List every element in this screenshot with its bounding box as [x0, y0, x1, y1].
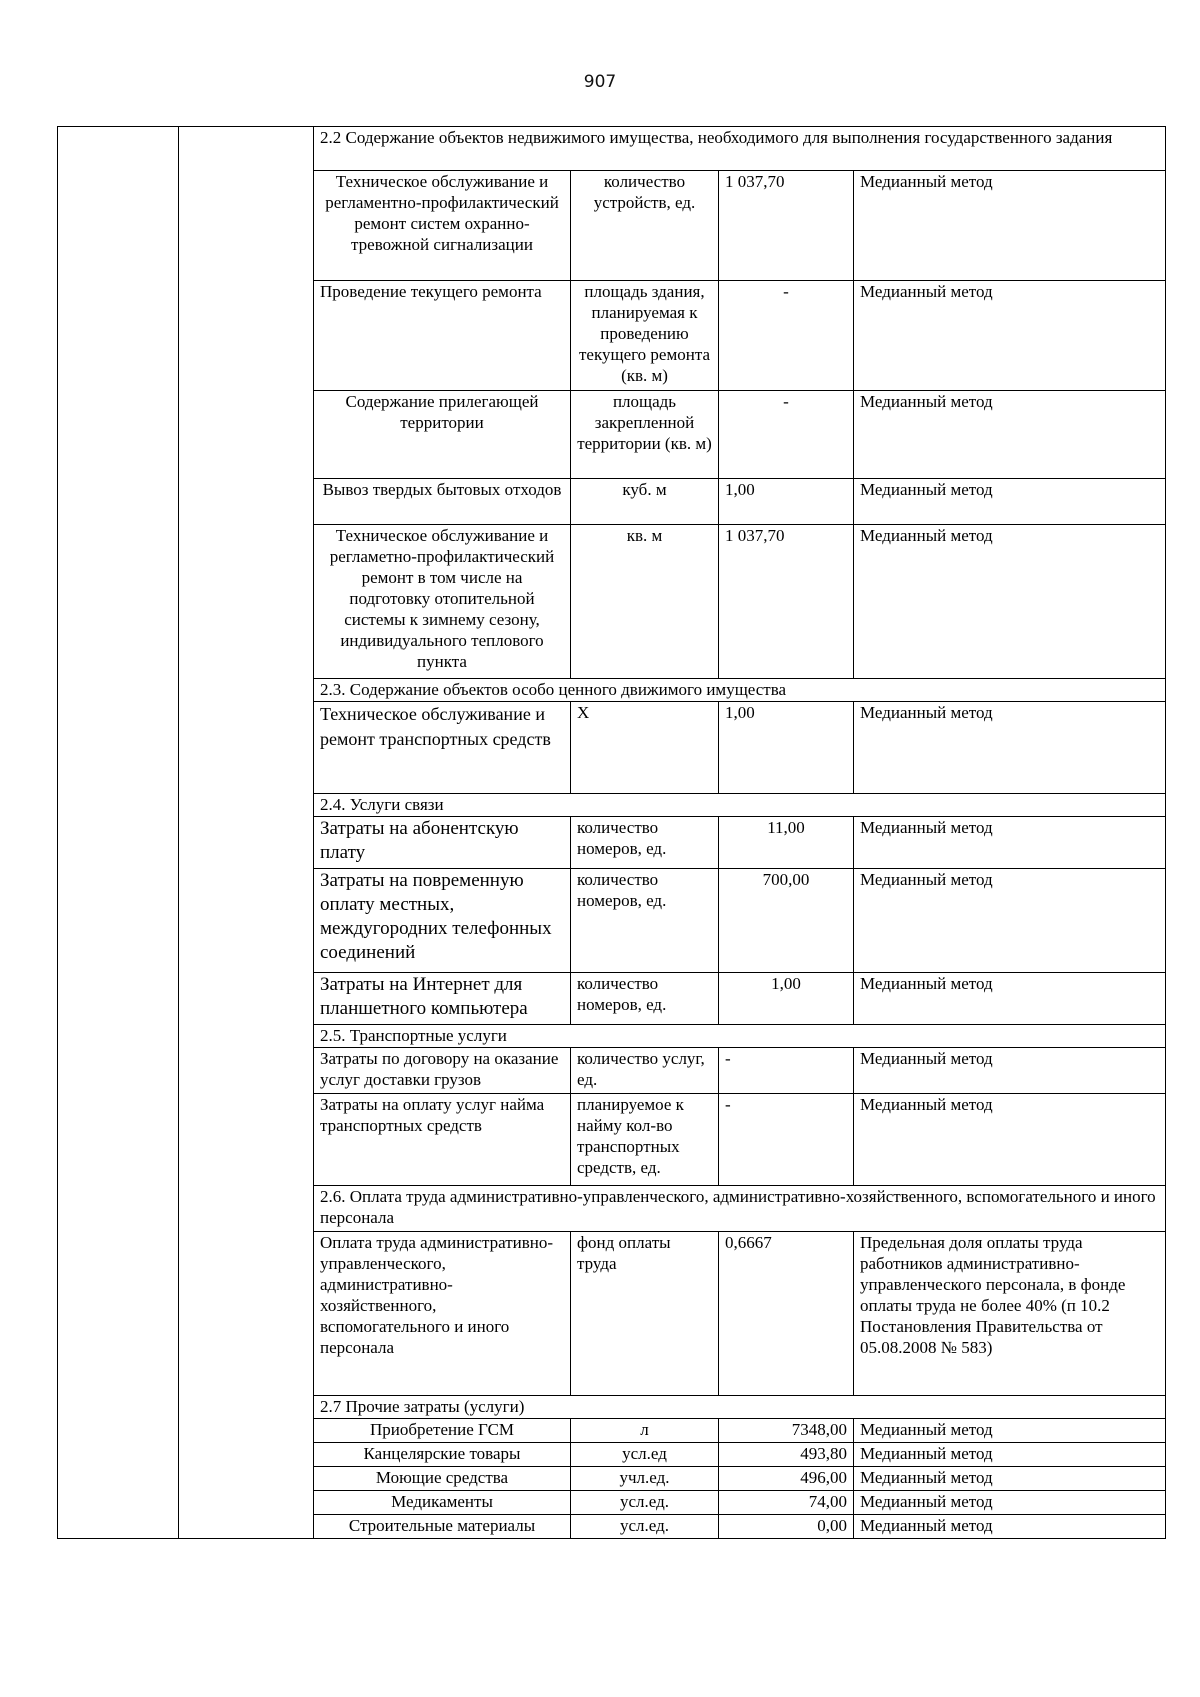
item-unit: площадь здания, планируемая к проведению текущего ремонта (кв. м)	[571, 281, 719, 391]
item-unit: кв. м	[571, 525, 719, 679]
item-unit: количество номеров, ед.	[571, 973, 719, 1025]
item-unit: количество услуг, ед.	[571, 1048, 719, 1094]
item-name: Строительные материалы	[314, 1515, 571, 1539]
item-value: 1,00	[719, 479, 854, 525]
item-name: Приобретение ГСМ	[314, 1419, 571, 1443]
item-name: Затраты на абонентскую плату	[314, 817, 571, 869]
item-name: Техническое обслуживание и регламетно-профилактический ремонт в том числе на подготовку отопительной системы к зимнему сезону, индивидуального теплового пункта	[314, 525, 571, 679]
item-name: Канцелярские товары	[314, 1443, 571, 1467]
item-method: Медианный метод	[854, 1467, 1166, 1491]
item-value: 496,00	[719, 1467, 854, 1491]
item-method: Медианный метод	[854, 817, 1166, 869]
item-unit: усл.ед.	[571, 1515, 719, 1539]
item-name: Моющие средства	[314, 1467, 571, 1491]
section-title: 2.2 Содержание объектов недвижимого имущества, необходимого для выполнения государственного задания	[314, 127, 1166, 171]
item-method: Медианный метод	[854, 391, 1166, 479]
item-unit: количество устройств, ед.	[571, 171, 719, 281]
item-method: Предельная доля оплаты труда работников административно-управленческого персонала, в фонде оплаты труда не более 40% (п 10.2 Постановления Правительства от 05.08.2008 № 583)	[854, 1232, 1166, 1396]
item-value: 1 037,70	[719, 525, 854, 679]
item-method: Медианный метод	[854, 1515, 1166, 1539]
item-method: Медианный метод	[854, 479, 1166, 525]
item-method: Медианный метод	[854, 281, 1166, 391]
item-name: Проведение текущего ремонта	[314, 281, 571, 391]
item-method: Медианный метод	[854, 1048, 1166, 1094]
section-title: 2.6. Оплата труда административно-управленческого, административно-хозяйственного, вспомогательного и иного персонала	[314, 1186, 1166, 1232]
item-method: Медианный метод	[854, 1419, 1166, 1443]
item-value: 1,00	[719, 973, 854, 1025]
item-method: Медианный метод	[854, 1443, 1166, 1467]
item-unit: планируемое к найму кол-во транспортных средств, ед.	[571, 1094, 719, 1186]
item-value: 1 037,70	[719, 171, 854, 281]
section-title: 2.3. Содержание объектов особо ценного движимого имущества	[314, 679, 1166, 702]
item-method: Медианный метод	[854, 525, 1166, 679]
item-name: Оплата труда административно-управленческого, административно-хозяйственного, вспомогательного и иного персонала	[314, 1232, 571, 1396]
item-value: 1,00	[719, 702, 854, 794]
item-value: 0,6667	[719, 1232, 854, 1396]
item-value: -	[719, 1048, 854, 1094]
item-value: -	[719, 391, 854, 479]
item-unit: усл.ед.	[571, 1491, 719, 1515]
blank-column-1	[58, 127, 179, 1539]
item-method: Медианный метод	[854, 1094, 1166, 1186]
item-method: Медианный метод	[854, 1491, 1166, 1515]
page-number: 907	[583, 72, 617, 92]
item-unit: количество номеров, ед.	[571, 817, 719, 869]
item-unit: л	[571, 1419, 719, 1443]
item-unit: количество номеров, ед.	[571, 869, 719, 973]
item-name: Техническое обслуживание и регламентно-профилактический ремонт систем охранно-тревожной сигнализации	[314, 171, 571, 281]
item-value: 11,00	[719, 817, 854, 869]
item-value: 74,00	[719, 1491, 854, 1515]
item-unit: фонд оплаты труда	[571, 1232, 719, 1396]
item-unit: площадь закрепленной территории (кв. м)	[571, 391, 719, 479]
item-name: Вывоз твердых бытовых отходов	[314, 479, 571, 525]
item-name: Медикаменты	[314, 1491, 571, 1515]
item-name: Затраты по договору на оказание услуг доставки грузов	[314, 1048, 571, 1094]
item-value: 0,00	[719, 1515, 854, 1539]
item-method: Медианный метод	[854, 702, 1166, 794]
item-unit: усл.ед	[571, 1443, 719, 1467]
item-name: Затраты на Интернет для планшетного компьютера	[314, 973, 571, 1025]
item-unit: учл.ед.	[571, 1467, 719, 1491]
item-name: Техническое обслуживание и ремонт транспортных средств	[314, 702, 571, 794]
item-value: -	[719, 1094, 854, 1186]
item-value: 493,80	[719, 1443, 854, 1467]
item-method: Медианный метод	[854, 973, 1166, 1025]
section-title: 2.7 Прочие затраты (услуги)	[314, 1396, 1166, 1419]
item-unit: Х	[571, 702, 719, 794]
item-name: Затраты на оплату услуг найма транспортных средств	[314, 1094, 571, 1186]
item-value: 7348,00	[719, 1419, 854, 1443]
cost-norms-table	[57, 126, 1166, 1539]
section-title: 2.4. Услуги связи	[314, 794, 1166, 817]
section-title: 2.5. Транспортные услуги	[314, 1025, 1166, 1048]
item-method: Медианный метод	[854, 869, 1166, 973]
item-name: Содержание прилегающей территории	[314, 391, 571, 479]
item-unit: куб. м	[571, 479, 719, 525]
item-value: -	[719, 281, 854, 391]
section-header-row	[58, 127, 1166, 171]
item-name: Затраты на повременную оплату местных, междугородних телефонных соединений	[314, 869, 571, 973]
blank-column-2	[179, 127, 314, 1539]
item-method: Медианный метод	[854, 171, 1166, 281]
item-value: 700,00	[719, 869, 854, 973]
